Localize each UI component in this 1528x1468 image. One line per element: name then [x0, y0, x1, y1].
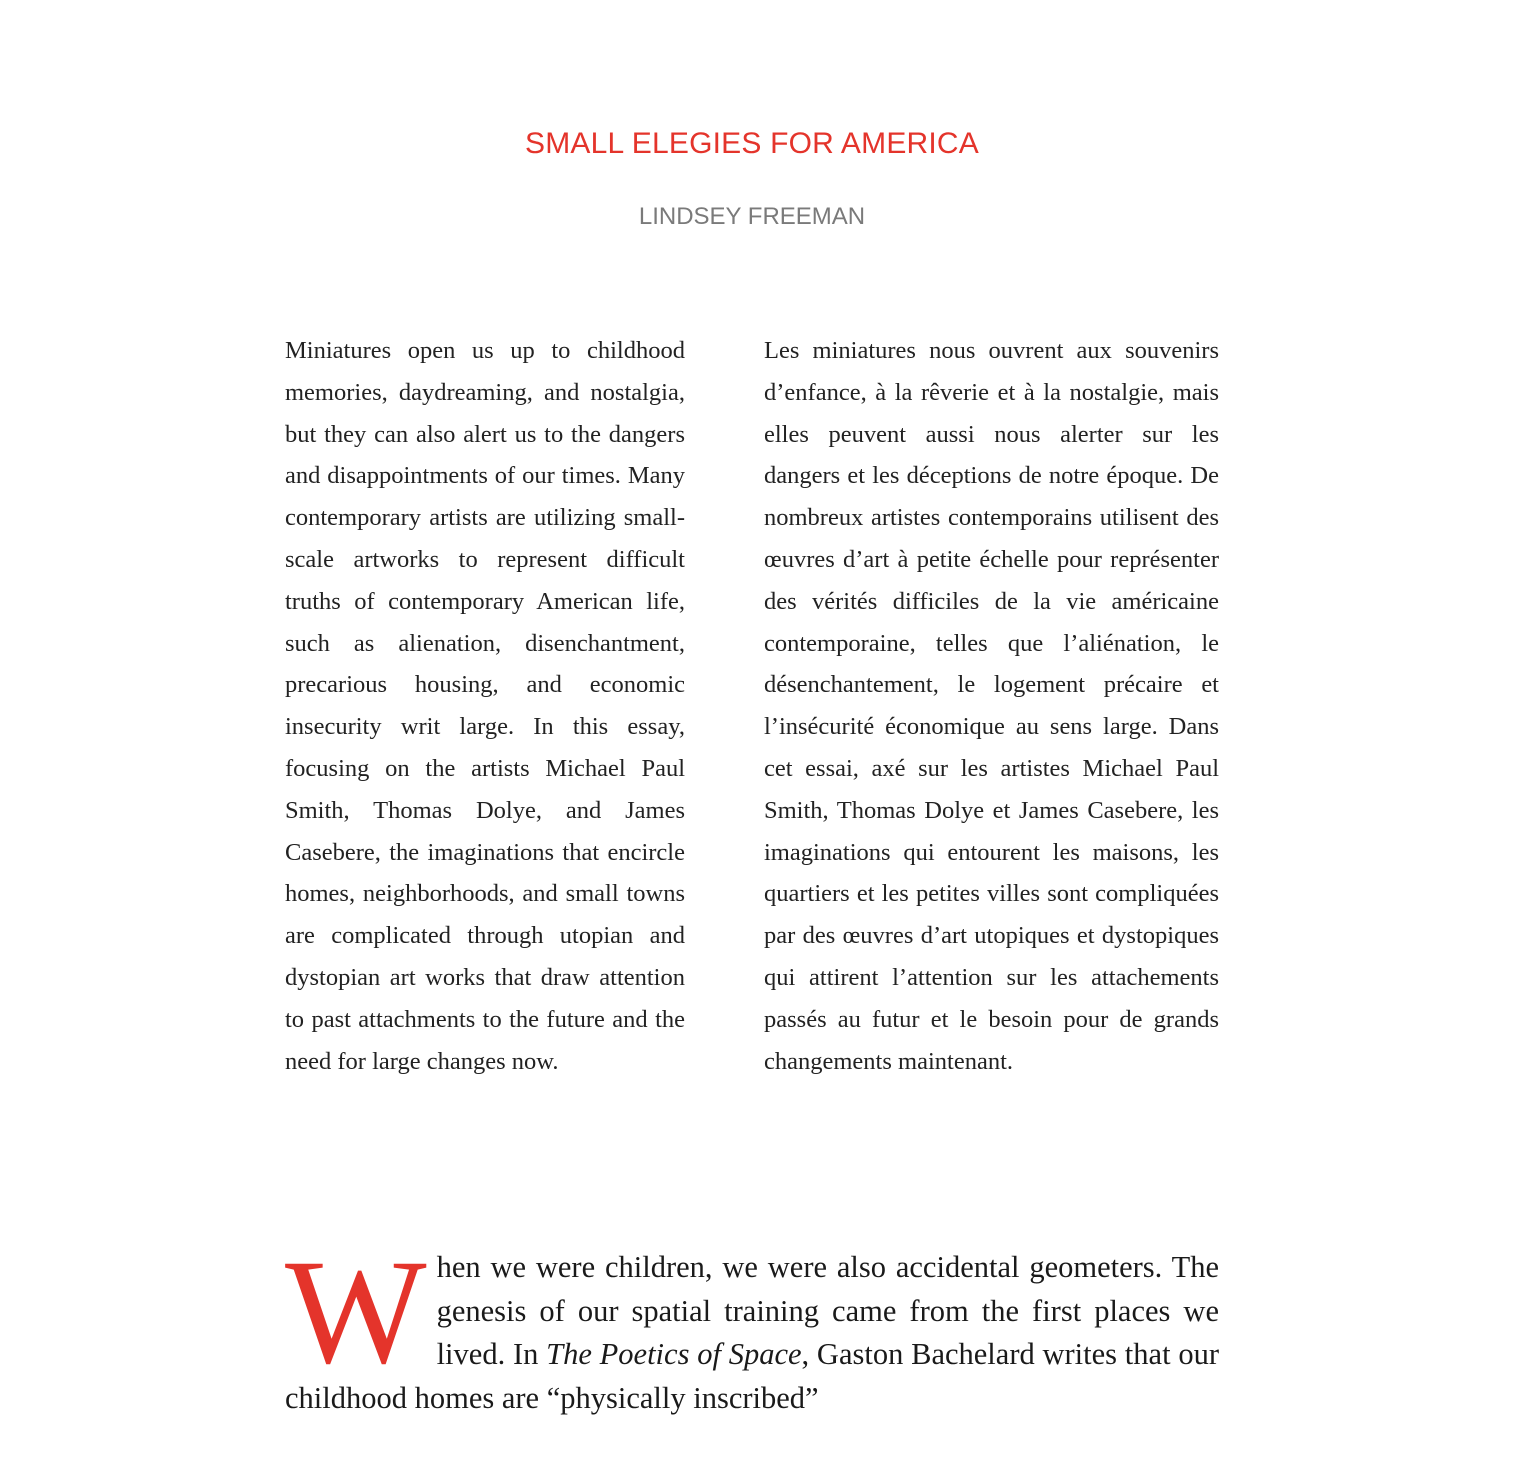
drop-cap: W — [285, 1229, 427, 1395]
article-author: LINDSEY FREEMAN — [638, 203, 866, 230]
book-title-italic: The Poetics of Space — [546, 1337, 802, 1371]
abstract-english-text: Miniatures open us up to childhood memories, daydreaming, and nostalgia, but they can also alert us to the dangers and disappointments of our times. Many contemporary artists are utilizing small-scale artworks to represent difficult truths of contemporary American life, such as alienation, disenchantment, precarious housing, and economic insecurity writ large. In this essay, focusing on the artists Michael Paul Smith, Thomas Dolye, and James Casebere, the imaginations that encircle homes, neighborhoods, and small towns are complicated through utopian and dystopian art works that draw attention to past attachments to the future and the need for large changes now. — [285, 337, 685, 1075]
abstract-english — [285, 330, 685, 1082]
article-body — [285, 1229, 1219, 1420]
abstract-french — [764, 330, 1219, 1082]
body-text-end: , Gaston Bachelard writes that our childhood homes are “physically inscribed” — [285, 1337, 1219, 1415]
body-text-start: hen we were children, we were also accidental geometers. The genesis of our spatial training came from the first places we lived. In — [436, 1250, 1219, 1371]
article-title: SMALL ELEGIES FOR AMERICA — [524, 127, 980, 160]
abstract-french-text: Les miniatures nous ouvrent aux souvenirs d’enfance, à la rêverie et à la nostalgie, mais elles peuvent aussi nous alerter sur les dangers et les déceptions de notre époque. De nombreux artistes contemporains utilisent des œuvres d’art à petite échelle pour représenter des vérités difficiles de la vie américaine contemporaine, telles que l’aliénation, le désenchantement, le logement précaire et l’insécurité économique au sens large. Dans cet essai, axé sur les artistes Michael Paul Smith, Thomas Dolye et James Casebere, les imaginations qui entourent les maisons, les quartiers et les petites villes sont compliquées par des œuvres d’art utopiques et dystopiques qui attirent l’attention sur les attachements passés au futur et le besoin pour de grands changements maintenant. — [764, 337, 1219, 1075]
